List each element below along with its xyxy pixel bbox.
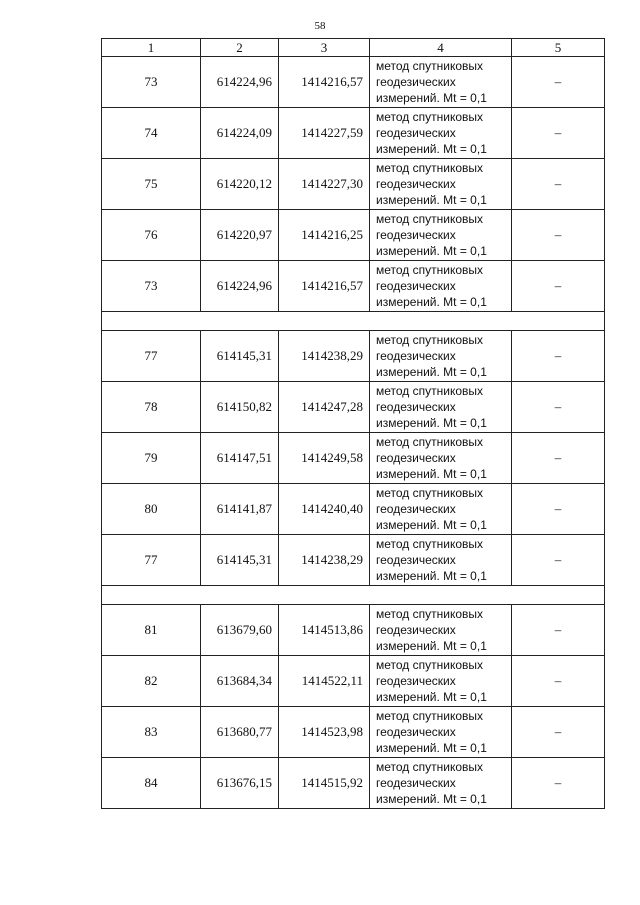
coordinate-y: 1414216,25 bbox=[279, 210, 370, 261]
table-row bbox=[102, 159, 605, 210]
dash-cell: – bbox=[512, 382, 605, 433]
header-col-1: 1 bbox=[102, 39, 201, 57]
method-line: метод спутниковых bbox=[376, 263, 484, 277]
point-number: 84 bbox=[102, 758, 201, 809]
coordinate-x: 614147,51 bbox=[201, 433, 279, 484]
coordinate-x: 614150,82 bbox=[201, 382, 279, 433]
coordinate-x: 614220,97 bbox=[201, 210, 279, 261]
table-row bbox=[102, 57, 605, 108]
coordinate-y: 1414523,98 bbox=[279, 707, 370, 758]
point-number: 75 bbox=[102, 159, 201, 210]
dash-cell: – bbox=[512, 57, 605, 108]
dash-cell: – bbox=[512, 535, 605, 586]
method-line: измерений. Mt = 0,1 bbox=[376, 690, 487, 704]
dash-cell: – bbox=[512, 331, 605, 382]
dash-cell: – bbox=[512, 656, 605, 707]
point-number: 73 bbox=[102, 57, 201, 108]
method-line: геодезических bbox=[376, 674, 456, 688]
method-line: измерений. Mt = 0,1 bbox=[376, 792, 487, 806]
dash-cell: – bbox=[512, 108, 605, 159]
method-line: измерений. Mt = 0,1 bbox=[376, 193, 487, 207]
method-line: измерений. Mt = 0,1 bbox=[376, 91, 487, 105]
point-number: 76 bbox=[102, 210, 201, 261]
table-row bbox=[102, 382, 605, 433]
coordinate-x: 614220,12 bbox=[201, 159, 279, 210]
point-number: 79 bbox=[102, 433, 201, 484]
method-line: измерений. Mt = 0,1 bbox=[376, 295, 487, 309]
table-row bbox=[102, 535, 605, 586]
dash-cell: – bbox=[512, 484, 605, 535]
method-line: измерений. Mt = 0,1 bbox=[376, 365, 487, 379]
method-line: геодезических bbox=[376, 75, 456, 89]
method-line: измерений. Mt = 0,1 bbox=[376, 569, 487, 583]
header-col-4: 4 bbox=[370, 39, 512, 57]
method-line: метод спутниковых bbox=[376, 658, 484, 672]
method-cell bbox=[370, 484, 512, 535]
coordinate-y: 1414238,29 bbox=[279, 331, 370, 382]
method-line: геодезических bbox=[376, 451, 456, 465]
point-number: 74 bbox=[102, 108, 201, 159]
header-col-2: 2 bbox=[201, 39, 279, 57]
method-line: метод спутниковых bbox=[376, 333, 484, 347]
method-line: метод спутниковых bbox=[376, 486, 484, 500]
coordinate-y: 1414515,92 bbox=[279, 758, 370, 809]
method-line: геодезических bbox=[376, 400, 456, 414]
method-line: геодезических bbox=[376, 725, 456, 739]
method-line: измерений. Mt = 0,1 bbox=[376, 518, 487, 532]
coordinate-x: 613676,15 bbox=[201, 758, 279, 809]
dash-cell: – bbox=[512, 605, 605, 656]
method-cell bbox=[370, 707, 512, 758]
coordinate-y: 1414513,86 bbox=[279, 605, 370, 656]
coordinate-x: 613679,60 bbox=[201, 605, 279, 656]
method-cell bbox=[370, 210, 512, 261]
method-line: геодезических bbox=[376, 623, 456, 637]
header-col-5: 5 bbox=[512, 39, 605, 57]
method-line: геодезических bbox=[376, 349, 456, 363]
method-line: метод спутниковых bbox=[376, 110, 484, 124]
table-row bbox=[102, 108, 605, 159]
method-cell bbox=[370, 605, 512, 656]
method-line: метод спутниковых bbox=[376, 607, 484, 621]
method-line: геодезических bbox=[376, 553, 456, 567]
page-number: 58 bbox=[314, 20, 326, 32]
dash-cell: – bbox=[512, 433, 605, 484]
coordinate-x: 614224,96 bbox=[201, 57, 279, 108]
header-col-3: 3 bbox=[279, 39, 370, 57]
method-line: метод спутниковых bbox=[376, 537, 484, 551]
method-line: измерений. Mt = 0,1 bbox=[376, 467, 487, 481]
method-line: метод спутниковых bbox=[376, 709, 484, 723]
point-number: 80 bbox=[102, 484, 201, 535]
dash-cell: – bbox=[512, 707, 605, 758]
method-cell bbox=[370, 331, 512, 382]
method-cell bbox=[370, 108, 512, 159]
point-number: 77 bbox=[102, 535, 201, 586]
group-separator bbox=[102, 312, 605, 331]
coordinate-y: 1414216,57 bbox=[279, 57, 370, 108]
table-row bbox=[102, 707, 605, 758]
point-number: 81 bbox=[102, 605, 201, 656]
method-line: геодезических bbox=[376, 776, 456, 790]
coordinate-y: 1414240,40 bbox=[279, 484, 370, 535]
coordinate-x: 614141,87 bbox=[201, 484, 279, 535]
method-cell bbox=[370, 433, 512, 484]
coordinate-y: 1414227,30 bbox=[279, 159, 370, 210]
method-line: геодезических bbox=[376, 228, 456, 242]
method-line: измерений. Mt = 0,1 bbox=[376, 416, 487, 430]
dash-cell: – bbox=[512, 261, 605, 312]
coordinate-x: 613680,77 bbox=[201, 707, 279, 758]
coordinate-x: 613684,34 bbox=[201, 656, 279, 707]
coordinate-y: 1414522,11 bbox=[279, 656, 370, 707]
dash-cell: – bbox=[512, 758, 605, 809]
method-line: геодезических bbox=[376, 126, 456, 140]
coordinates-table bbox=[101, 38, 605, 809]
method-cell bbox=[370, 57, 512, 108]
coordinate-x: 614224,09 bbox=[201, 108, 279, 159]
coordinate-y: 1414216,57 bbox=[279, 261, 370, 312]
method-line: метод спутниковых bbox=[376, 212, 484, 226]
method-cell bbox=[370, 261, 512, 312]
coordinate-y: 1414227,59 bbox=[279, 108, 370, 159]
method-line: геодезических bbox=[376, 502, 456, 516]
coordinate-x: 614145,31 bbox=[201, 331, 279, 382]
method-cell bbox=[370, 382, 512, 433]
method-line: измерений. Mt = 0,1 bbox=[376, 741, 487, 755]
table-row bbox=[102, 605, 605, 656]
header-row bbox=[102, 39, 605, 57]
method-line: измерений. Mt = 0,1 bbox=[376, 142, 487, 156]
method-line: измерений. Mt = 0,1 bbox=[376, 244, 487, 258]
point-number: 73 bbox=[102, 261, 201, 312]
point-number: 78 bbox=[102, 382, 201, 433]
table-row bbox=[102, 758, 605, 809]
method-line: метод спутниковых bbox=[376, 760, 484, 774]
point-number: 77 bbox=[102, 331, 201, 382]
method-cell bbox=[370, 656, 512, 707]
method-line: метод спутниковых bbox=[376, 384, 484, 398]
method-line: метод спутниковых bbox=[376, 161, 484, 175]
table-row bbox=[102, 433, 605, 484]
method-cell bbox=[370, 758, 512, 809]
method-cell bbox=[370, 535, 512, 586]
dash-cell: – bbox=[512, 210, 605, 261]
method-line: геодезических bbox=[376, 279, 456, 293]
table-row bbox=[102, 331, 605, 382]
coordinate-y: 1414247,28 bbox=[279, 382, 370, 433]
method-line: метод спутниковых bbox=[376, 435, 484, 449]
table-row bbox=[102, 261, 605, 312]
group-separator-row bbox=[102, 312, 605, 331]
group-separator-row bbox=[102, 586, 605, 605]
coordinate-x: 614224,96 bbox=[201, 261, 279, 312]
method-line: геодезических bbox=[376, 177, 456, 191]
table-row bbox=[102, 210, 605, 261]
point-number: 82 bbox=[102, 656, 201, 707]
method-line: измерений. Mt = 0,1 bbox=[376, 639, 487, 653]
table-row bbox=[102, 484, 605, 535]
point-number: 83 bbox=[102, 707, 201, 758]
table-row bbox=[102, 656, 605, 707]
coordinate-y: 1414249,58 bbox=[279, 433, 370, 484]
dash-cell: – bbox=[512, 159, 605, 210]
method-line: метод спутниковых bbox=[376, 59, 484, 73]
group-separator bbox=[102, 586, 605, 605]
coordinate-x: 614145,31 bbox=[201, 535, 279, 586]
coordinate-y: 1414238,29 bbox=[279, 535, 370, 586]
method-cell bbox=[370, 159, 512, 210]
